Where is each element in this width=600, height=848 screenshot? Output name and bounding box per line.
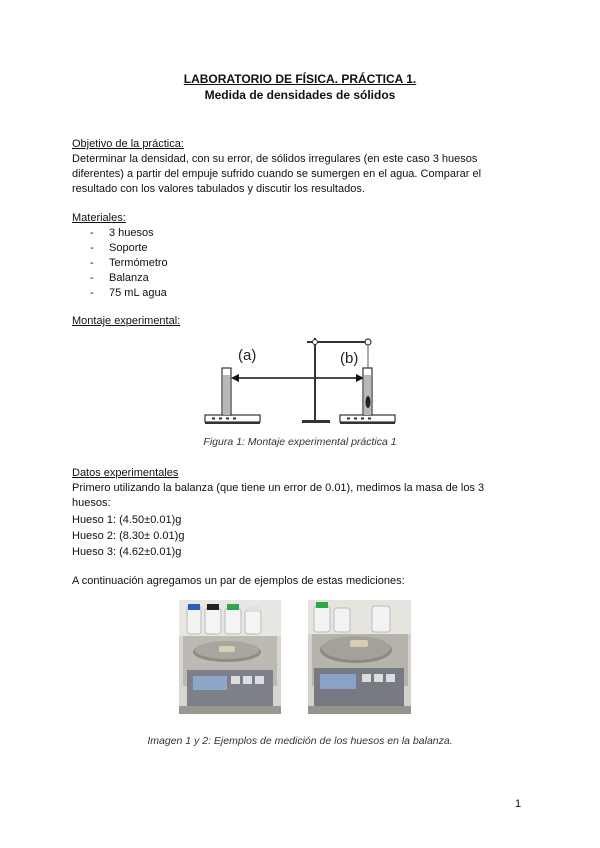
list-item-label: Balanza — [109, 272, 149, 284]
objective-line-3: resultado con los valores tabulados y discutir los resultados. — [72, 183, 365, 195]
list-item — [90, 226, 168, 241]
hueso-1-mass: Hueso 1: (4.50±0.01)g — [72, 514, 182, 526]
hueso-3-mass: Hueso 3: (4.62±0.01)g — [72, 546, 182, 558]
setup-diagram — [195, 330, 410, 430]
page-number: 1 — [515, 798, 522, 810]
water-a — [223, 375, 230, 415]
list-dash: - — [90, 242, 94, 254]
list-dash: - — [90, 272, 94, 284]
data-line-2: huesos: — [72, 497, 111, 509]
setup-heading: Montaje experimental: — [72, 315, 181, 327]
page-title — [0, 72, 600, 86]
page-subtitle: Medida de densidades de sólidos — [204, 88, 396, 102]
materials-list — [90, 226, 168, 301]
label-b: (b) — [340, 350, 359, 367]
list-item — [90, 271, 168, 286]
objective-heading: Objetivo de la práctica: — [72, 138, 184, 150]
data-heading: Datos experimentales — [72, 467, 179, 479]
objective-line-2: diferentes) a partir del empuje sufrido cuando se sumergen en el agua. Comparar el — [72, 168, 482, 180]
examples-intro: A continuación agregamos un par de ejemplos de estas mediciones: — [72, 575, 405, 587]
list-dash: - — [90, 257, 94, 269]
stand-base — [302, 420, 330, 423]
pulley-icon — [365, 339, 371, 345]
list-item-label: 3 huesos — [109, 227, 154, 239]
stand-clamp — [313, 340, 318, 345]
label-a: (a) — [238, 347, 257, 364]
title-text: LABORATORIO DE FÍSICA. PRÁCTICA 1. — [183, 72, 417, 86]
list-item-label: Soporte — [109, 242, 148, 254]
water-b — [364, 375, 371, 415]
list-dash: - — [90, 227, 94, 239]
list-item — [90, 241, 168, 256]
list-item — [90, 286, 168, 301]
images-caption: Imagen 1 y 2: Ejemplos de medición de los huesos en la balanza. — [147, 735, 453, 747]
figure-caption: Figura 1: Montaje experimental práctica 1 — [203, 436, 397, 448]
list-dash: - — [90, 287, 94, 299]
objective-line-1: Determinar la densidad, con su error, de sólidos irregulares (en este caso 3 huesos — [72, 153, 478, 165]
bone-sample — [366, 396, 371, 408]
data-line-1: Primero utilizando la balanza (que tiene un error de 0.01), medimos la masa de los 3 — [72, 482, 485, 494]
list-item — [90, 256, 168, 271]
list-item-label: Termómetro — [109, 257, 168, 269]
hueso-2-mass: Hueso 2: (8.30± 0.01)g — [72, 530, 185, 542]
materials-heading: Materiales: — [72, 212, 126, 224]
list-item-label: 75 mL agua — [109, 287, 167, 299]
arrow-head-left — [231, 374, 239, 382]
balance-photo-1 — [179, 600, 281, 714]
balance-photo-2 — [308, 600, 411, 714]
